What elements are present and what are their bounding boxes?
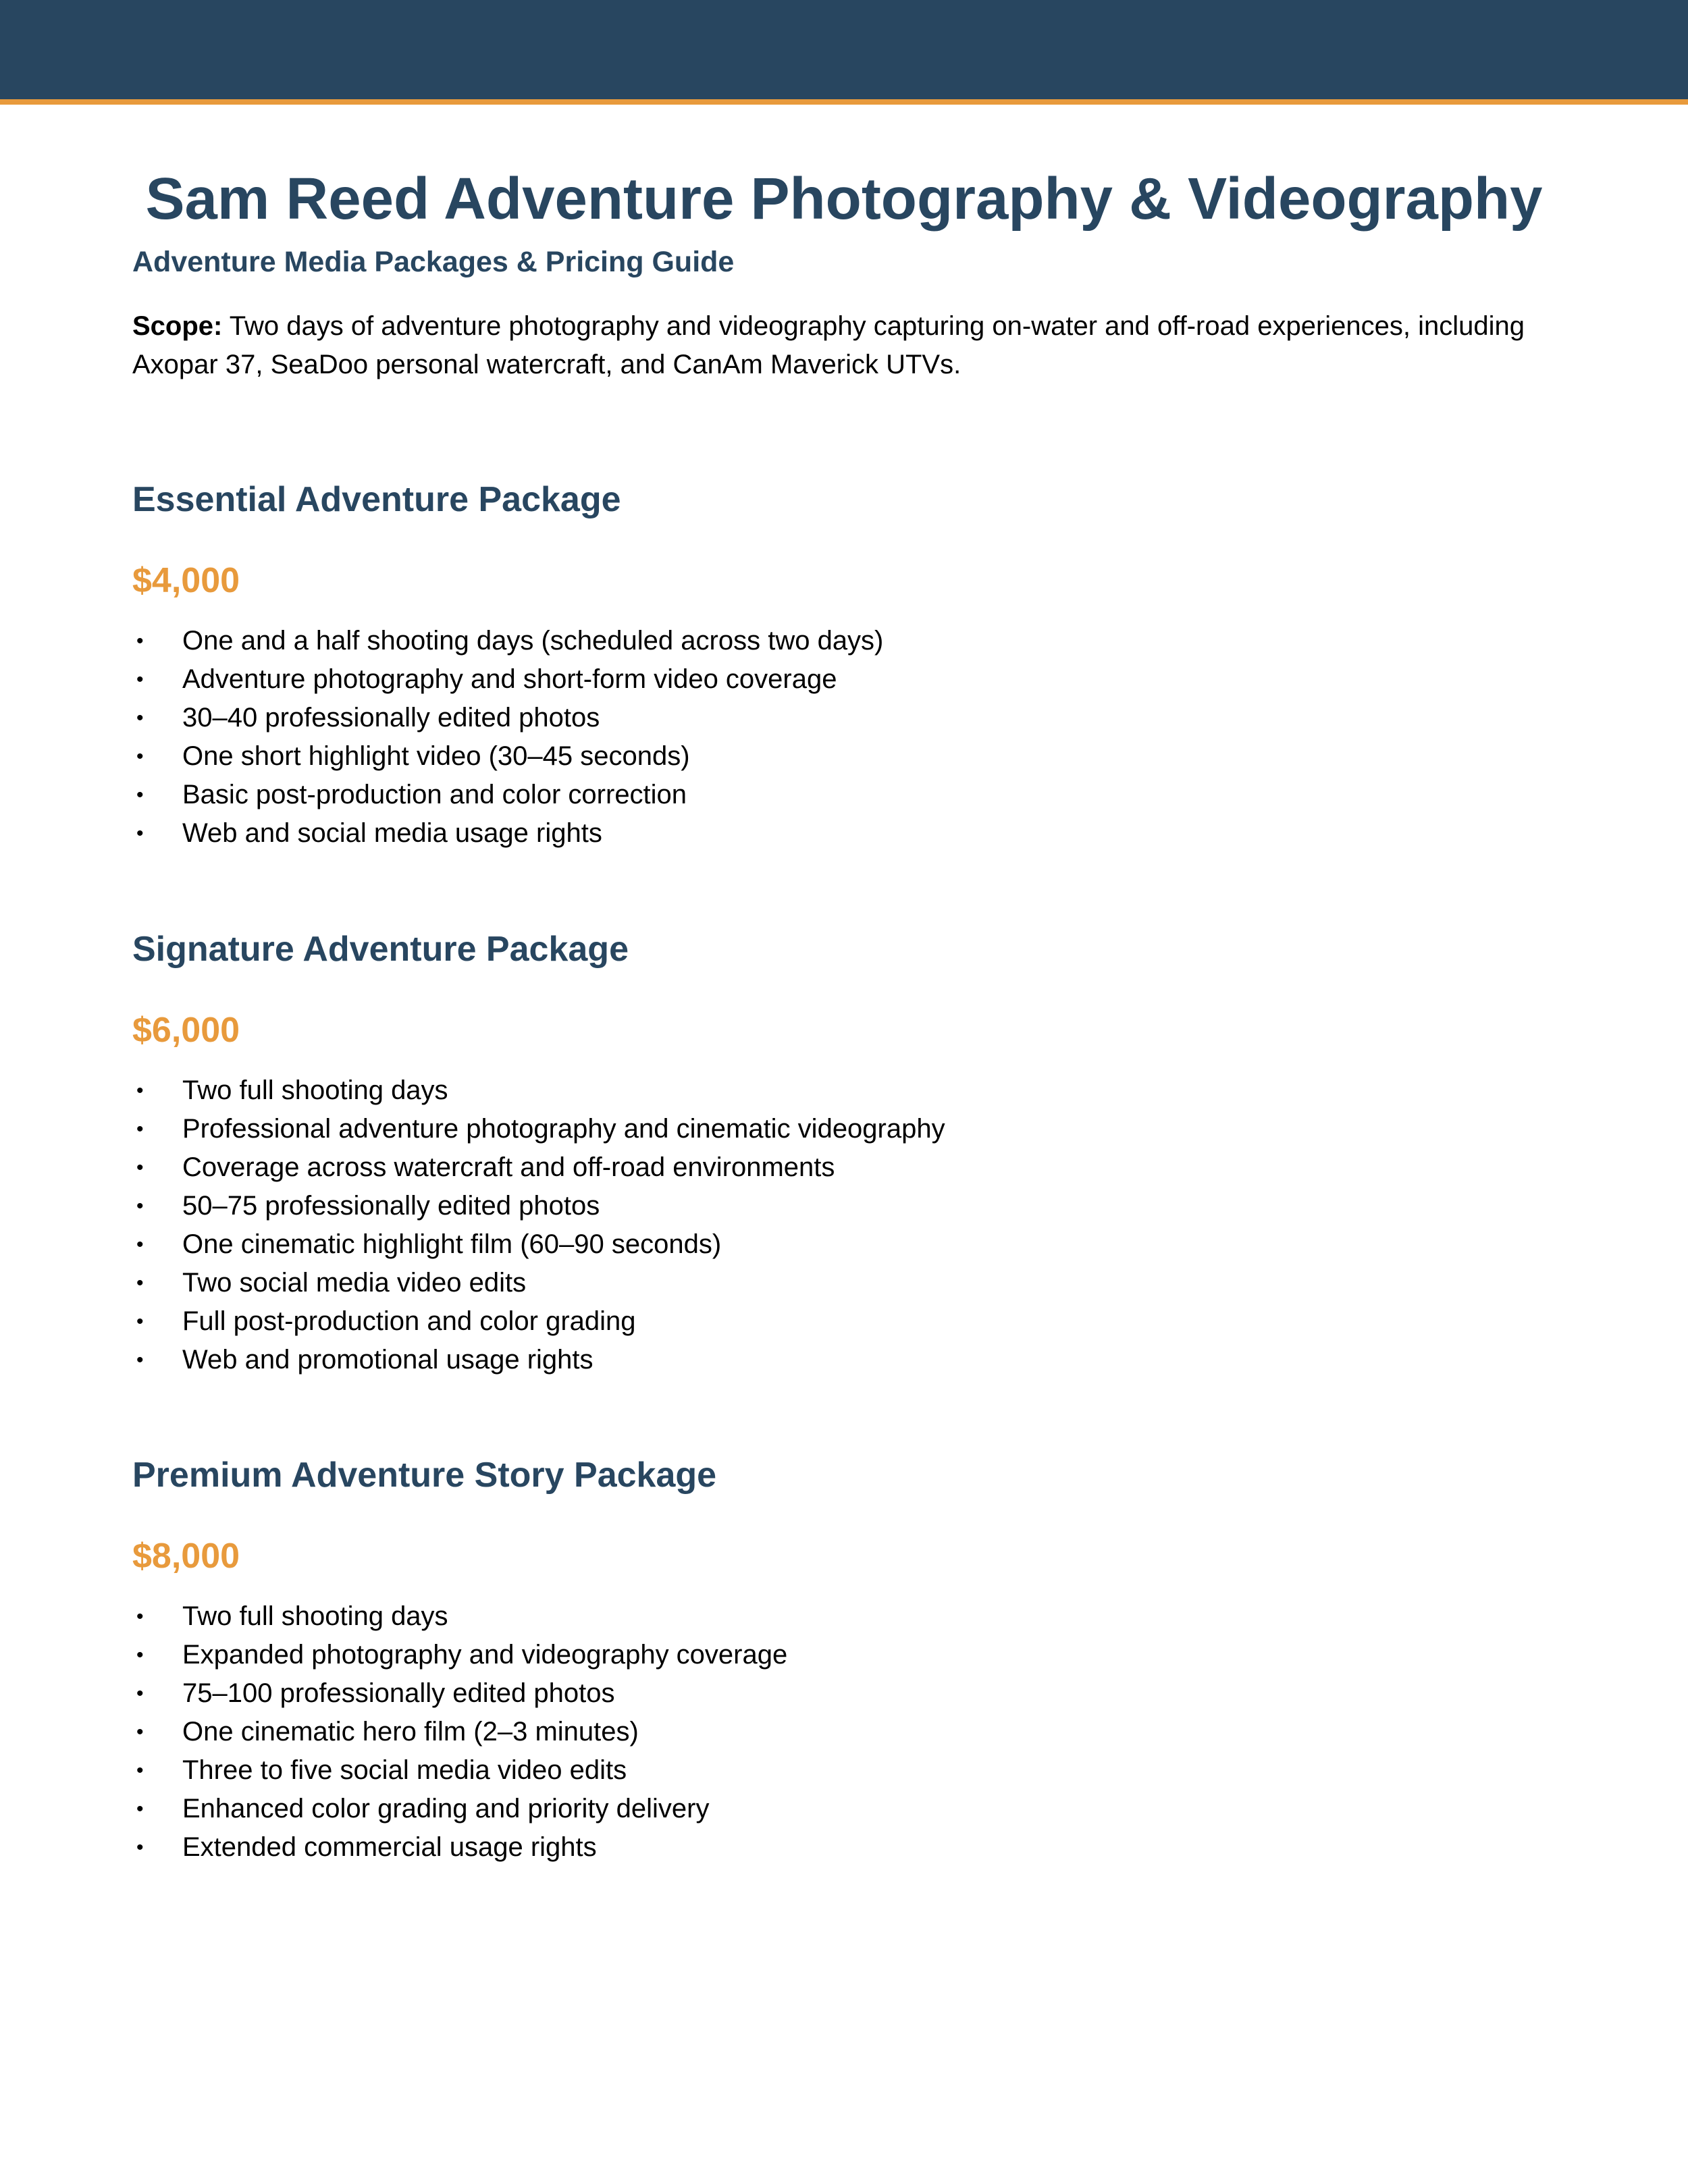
- bullet-icon: •: [136, 1836, 144, 1859]
- scope-paragraph: [132, 307, 1556, 384]
- bullet-icon: •: [136, 1349, 144, 1371]
- bullet-icon: •: [136, 1080, 144, 1102]
- feature-item: • Web and social media usage rights: [132, 814, 883, 853]
- feature-item: • Enhanced color grading and priority delivery: [132, 1790, 787, 1828]
- bullet-icon: •: [136, 784, 144, 806]
- feature-item: • 75–100 professionally edited photos: [132, 1674, 787, 1713]
- package-feature-list: [132, 622, 883, 853]
- feature-item: • Two social media video edits: [132, 1264, 945, 1302]
- bullet-icon: •: [136, 1156, 144, 1179]
- bullet-icon: •: [136, 1721, 144, 1743]
- scope-label: Scope:: [132, 311, 223, 341]
- package-name: Premium Adventure Story Package: [132, 1456, 717, 1495]
- feature-item: • Two full shooting days: [132, 1071, 945, 1110]
- package-price: $8,000: [132, 1537, 240, 1576]
- bullet-icon: •: [136, 630, 144, 652]
- package-feature-list: [132, 1071, 945, 1379]
- package-price: $6,000: [132, 1011, 240, 1050]
- feature-item: • One cinematic highlight film (60–90 seconds): [132, 1225, 945, 1264]
- bullet-icon: •: [136, 1310, 144, 1333]
- feature-item: • Adventure photography and short-form video coverage: [132, 660, 883, 699]
- feature-item: • Basic post-production and color correction: [132, 776, 883, 814]
- feature-item: • Web and promotional usage rights: [132, 1341, 945, 1379]
- feature-item: • 50–75 professionally edited photos: [132, 1187, 945, 1225]
- bullet-icon: •: [136, 1605, 144, 1628]
- feature-item: • One cinematic hero film (2–3 minutes): [132, 1713, 787, 1751]
- bullet-icon: •: [136, 1272, 144, 1294]
- bullet-icon: •: [136, 707, 144, 729]
- feature-item: • Coverage across watercraft and off-road environments: [132, 1148, 945, 1187]
- feature-item: • One short highlight video (30–45 seconds): [132, 737, 883, 776]
- package-price: $4,000: [132, 561, 240, 600]
- bullet-icon: •: [136, 1682, 144, 1705]
- document-title: Sam Reed Adventure Photography & Videography: [145, 166, 1543, 232]
- bullet-icon: •: [136, 822, 144, 845]
- feature-item: • Two full shooting days: [132, 1597, 787, 1636]
- feature-item: • Three to five social media video edits: [132, 1751, 787, 1790]
- package-name: Signature Adventure Package: [132, 930, 629, 969]
- feature-item: • Full post-production and color grading: [132, 1302, 945, 1341]
- bullet-icon: •: [136, 1798, 144, 1820]
- header-accent-rule: [0, 99, 1688, 105]
- feature-item: • One and a half shooting days (scheduled across two days): [132, 622, 883, 660]
- feature-item: • Professional adventure photography and cinematic videography: [132, 1110, 945, 1148]
- bullet-icon: •: [136, 745, 144, 768]
- scope-text: Two days of adventure photography and videography capturing on-water and off-road experiences, including Axopar 37, SeaDoo personal watercraft, and CanAm Maverick UTVs.: [132, 311, 1525, 379]
- header-band: [0, 0, 1688, 99]
- bullet-icon: •: [136, 1644, 144, 1666]
- bullet-icon: •: [136, 1759, 144, 1782]
- bullet-icon: •: [136, 1118, 144, 1140]
- feature-item: • Extended commercial usage rights: [132, 1828, 787, 1867]
- feature-item: • Expanded photography and videography coverage: [132, 1636, 787, 1674]
- package-name: Essential Adventure Package: [132, 480, 621, 519]
- bullet-icon: •: [136, 1195, 144, 1217]
- package-feature-list: [132, 1597, 787, 1867]
- document-subtitle: Adventure Media Packages & Pricing Guide: [132, 246, 735, 278]
- feature-item: • 30–40 professionally edited photos: [132, 699, 883, 737]
- bullet-icon: •: [136, 1233, 144, 1256]
- bullet-icon: •: [136, 668, 144, 691]
